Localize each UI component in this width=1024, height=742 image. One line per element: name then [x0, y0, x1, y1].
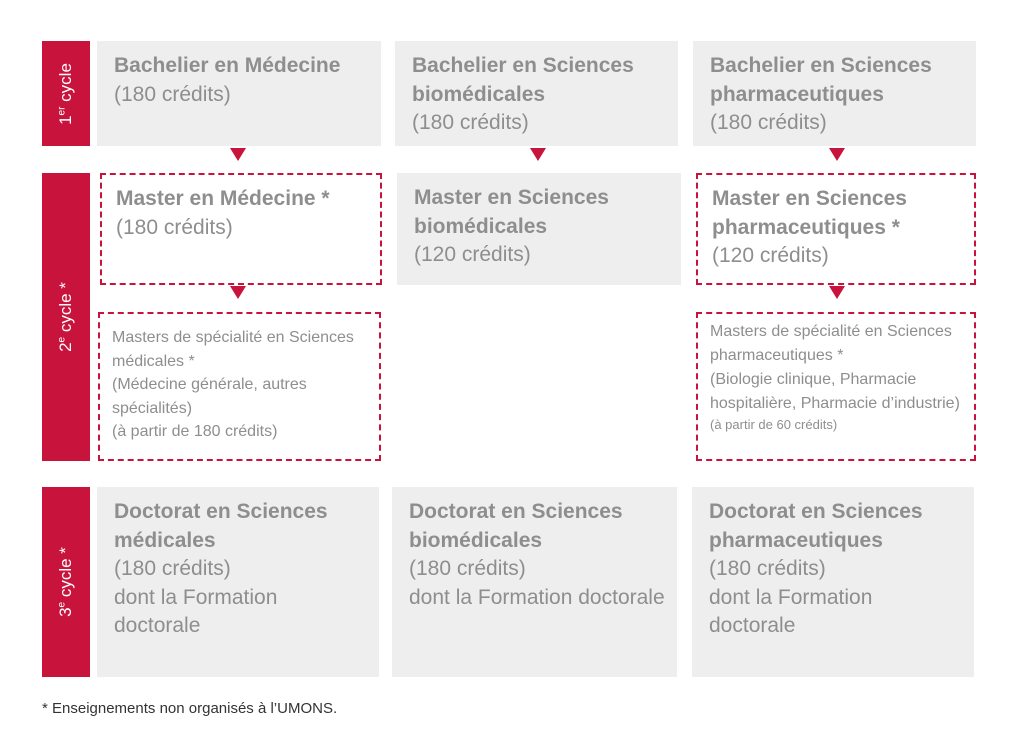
doctorate-medical-credits: (180 crédits) — [114, 557, 231, 580]
master-pharma-box — [696, 173, 976, 285]
doctorate-pharma-title: Doctorat en Sciences pharmaceutiques — [709, 500, 923, 552]
bachelor-pharma-title: Bachelier en Sciences pharmaceutiques — [710, 54, 932, 106]
cycle-band-1 — [42, 41, 90, 146]
master-pharma-credits: (120 crédits) — [712, 244, 829, 267]
cycle-band-2 — [42, 173, 90, 461]
cycle-label-2: 2e cycle * — [56, 282, 75, 352]
doctorate-pharma-formation: dont la Formation doctorale — [709, 585, 873, 637]
specialty-medical-box — [98, 312, 381, 461]
doctorate-medical-formation: dont la Formation doctorale — [114, 585, 278, 637]
footnote: * Enseignements non organisés à l’UMONS. — [42, 700, 338, 717]
master-medecine-credits: (180 crédits) — [116, 215, 233, 239]
master-biomedical-credits: (120 crédits) — [414, 243, 531, 266]
arrow-down-icon — [829, 148, 845, 161]
bachelor-medecine-title: Bachelier en Médecine — [114, 54, 341, 77]
specialty-pharma-detail: (Biologie clinique, Pharmacie hospitalière, Pharmacie d’industrie) — [710, 371, 960, 412]
cycle-label-1: 1er cycle — [56, 62, 75, 125]
specialty-medical-credits: (à partir de 180 crédits) — [112, 423, 278, 440]
doctorate-pharma-credits: (180 crédits) — [709, 557, 826, 580]
doctorate-medical-box — [97, 487, 379, 677]
specialty-medical-title: Masters de spécialité en Sciences médicales * — [112, 329, 354, 370]
master-pharma-title: Master en Sciences pharmaceutiques * — [712, 187, 907, 239]
master-medecine-title: Master en Médecine * — [116, 187, 330, 210]
cycle-label-3: 3e cycle * — [56, 547, 75, 617]
cycle-band-3 — [42, 487, 90, 677]
doctorate-medical-title: Doctorat en Sciences médicales — [114, 500, 328, 552]
bachelor-biomedical-credits: (180 crédits) — [412, 111, 529, 134]
doctorate-pharma-box — [692, 487, 974, 677]
bachelor-biomedical-title: Bachelier en Sciences biomédicales — [412, 54, 634, 106]
doctorate-biomedical-formation: dont la Formation doctorale — [409, 585, 665, 609]
arrow-down-icon — [829, 286, 845, 299]
specialty-pharma-box — [696, 312, 976, 461]
master-biomedical-box — [397, 173, 681, 285]
bachelor-pharma-credits: (180 crédits) — [710, 111, 827, 134]
arrow-down-icon — [230, 286, 246, 299]
bachelor-biomedical-box — [395, 41, 678, 146]
doctorate-biomedical-credits: (180 crédits) — [409, 557, 526, 580]
arrow-down-icon — [530, 148, 546, 161]
arrow-down-icon — [230, 148, 246, 161]
master-medecine-box — [100, 173, 382, 285]
doctorate-biomedical-title: Doctorat en Sciences biomédicales — [409, 500, 623, 552]
specialty-pharma-credits: (à partir de 60 crédits) — [710, 417, 838, 432]
bachelor-medecine-credits: (180 crédits) — [114, 82, 231, 106]
bachelor-medecine-box — [97, 41, 381, 146]
specialty-medical-detail: (Médecine générale, autres spécialités) — [112, 376, 307, 417]
doctorate-biomedical-box — [392, 487, 677, 677]
specialty-pharma-title: Masters de spécialité en Sciences pharmaceutiques * — [710, 323, 952, 364]
master-biomedical-title: Master en Sciences biomédicales — [414, 186, 609, 238]
bachelor-pharma-box — [693, 41, 976, 146]
